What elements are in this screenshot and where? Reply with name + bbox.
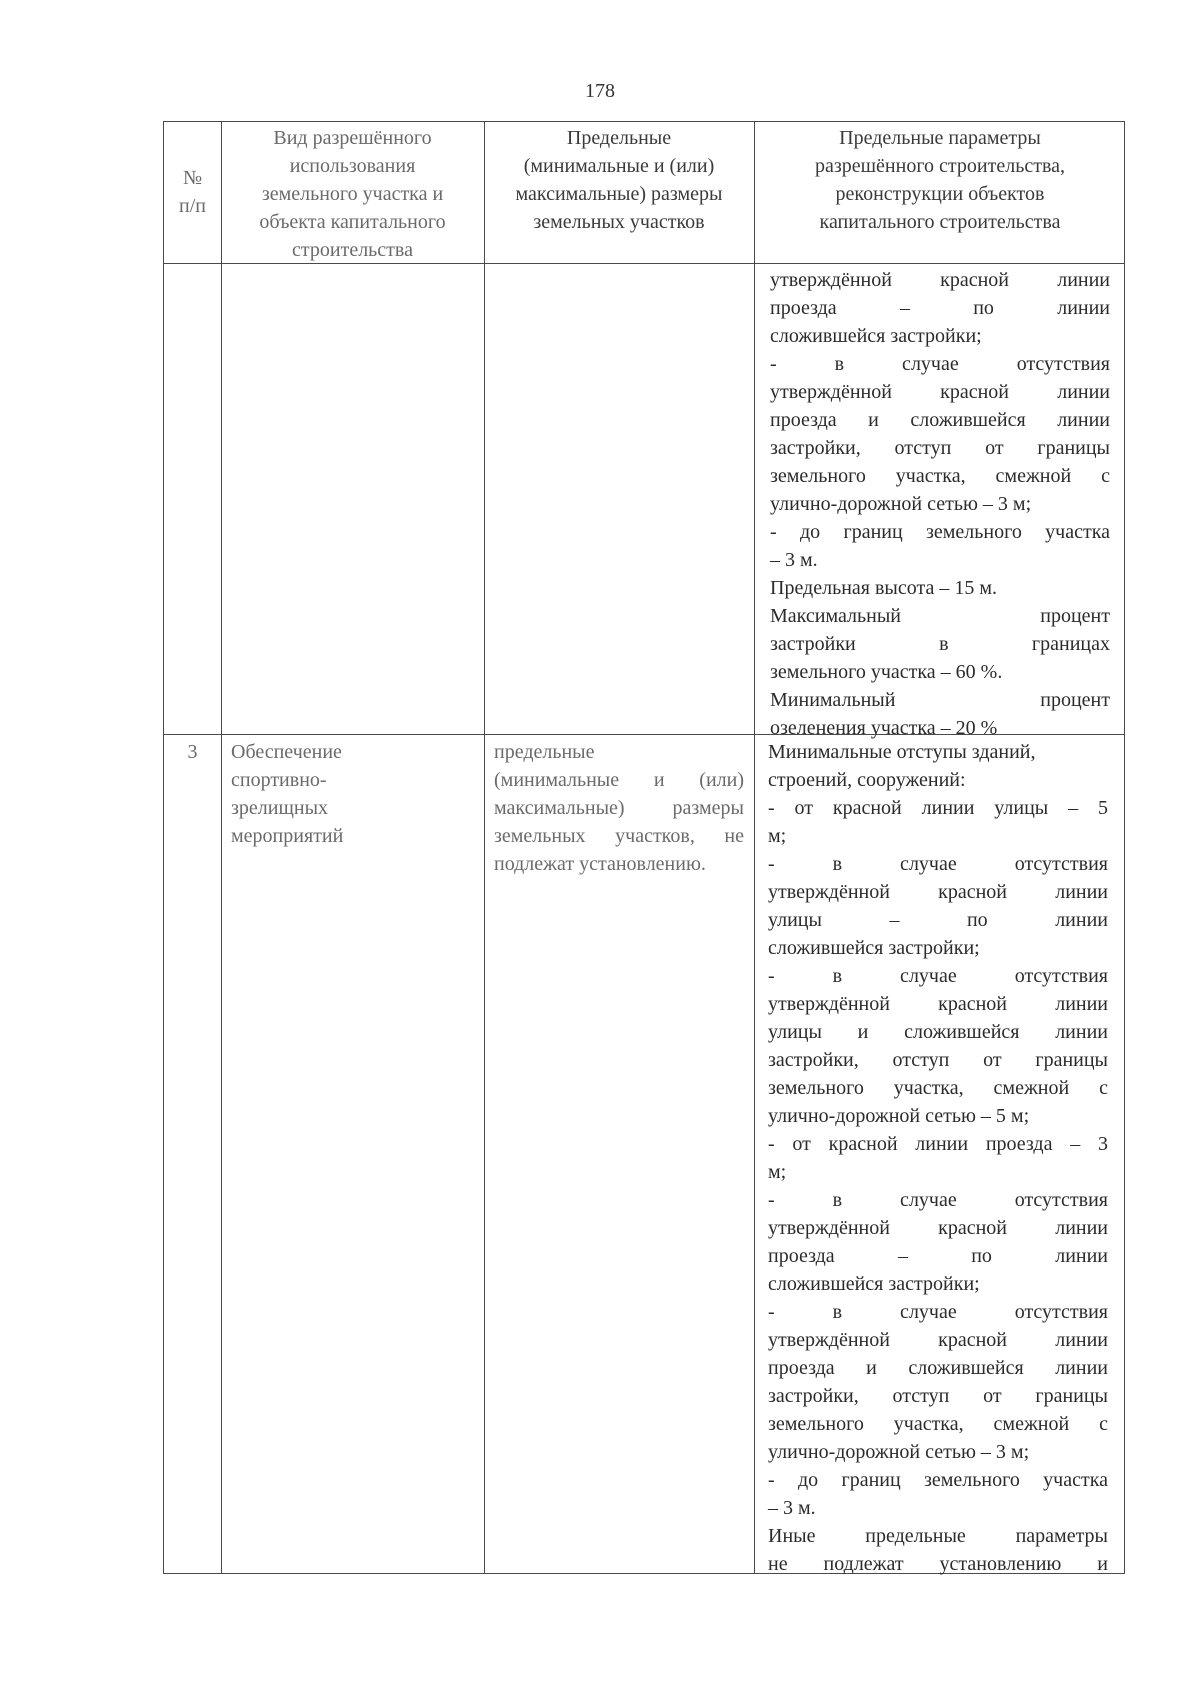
params-line: - до границ земельного участка xyxy=(770,521,1110,543)
header-kind-line: земельного участка и xyxy=(261,183,444,205)
params-line: Минимальные отступы зданий, xyxy=(768,741,1036,763)
row-kind-cell xyxy=(231,738,481,850)
header-sizes-line: Предельные xyxy=(566,127,672,149)
page-number: 178 xyxy=(585,80,615,102)
kind-line: мероприятий xyxy=(231,825,344,847)
params-line: земельного участка, смежной с xyxy=(770,465,1110,487)
params-line: земельного участка – 60 %. xyxy=(770,661,1003,683)
params-line: - в случае отсутствия xyxy=(768,853,1108,875)
params-line: - в случае отсутствия xyxy=(768,1189,1108,1211)
kind-line: Обеспечение xyxy=(231,741,342,763)
params-line: утверждённой красной линии xyxy=(768,993,1108,1015)
params-line: улицы – по линии xyxy=(768,909,1108,931)
params-line: улично-дорожной сетью – 5 м; xyxy=(768,1105,1030,1127)
params-line: Предельная высота – 15 м. xyxy=(770,577,998,599)
header-sizes-line: (минимальные и (или) xyxy=(523,155,715,177)
column-divider xyxy=(754,122,755,1573)
zoning-table xyxy=(163,121,1125,1574)
row-sizes-cell xyxy=(494,738,744,878)
params-line: Минимальный процент xyxy=(770,689,1110,711)
params-line: м; xyxy=(768,1161,787,1183)
params-line: - в случае отсутствия xyxy=(770,353,1110,375)
sizes-line: земельных участков, не xyxy=(494,825,744,847)
params-line: озеленения участка – 20 % xyxy=(770,717,998,739)
params-line: проезда и сложившейся линии xyxy=(770,409,1110,431)
params-line: застройки, отступ от границы xyxy=(768,1049,1108,1071)
params-line: – 3 м. xyxy=(770,549,818,571)
row-number: 3 xyxy=(187,741,198,763)
params-line: улично-дорожной сетью – 3 м; xyxy=(770,493,1032,515)
params-line: утверждённой красной линии xyxy=(770,269,1110,291)
sizes-line: подлежат установлению. xyxy=(494,853,706,875)
kind-line: зрелищных xyxy=(231,797,329,819)
params-line: застройки, отступ от границы xyxy=(770,437,1110,459)
params-line: строений, сооружений: xyxy=(768,769,966,791)
sizes-line: предельные xyxy=(494,741,595,763)
params-line: улицы и сложившейся линии xyxy=(768,1021,1108,1043)
params-line: утверждённой красной линии xyxy=(768,1217,1108,1239)
params-line: – 3 м. xyxy=(768,1497,816,1519)
params-line: застройки в границах xyxy=(770,633,1110,655)
header-kind-line: объекта капитального xyxy=(259,211,446,233)
params-line: утверждённой красной линии xyxy=(770,381,1110,403)
column-divider xyxy=(484,122,485,1573)
params-line: проезда и сложившейся линии xyxy=(768,1357,1108,1379)
params-line: утверждённой красной линии xyxy=(768,1329,1108,1351)
header-num-line: № xyxy=(182,167,203,189)
header-sizes-line: земельных участков xyxy=(533,211,705,233)
params-line: Иные предельные параметры xyxy=(768,1525,1108,1547)
header-params-line: реконструкции объектов xyxy=(835,183,1045,205)
params-line: не подлежат установлению и xyxy=(768,1553,1108,1575)
params-line: застройки, отступ от границы xyxy=(768,1385,1108,1407)
header-num xyxy=(164,164,221,220)
continued-params-cell xyxy=(770,266,1110,742)
params-line: проезда – по линии xyxy=(770,297,1110,319)
header-params-line: капитального строительства xyxy=(819,211,1061,233)
params-line: - от красной линии проезда – 3 xyxy=(768,1133,1108,1155)
header-params-line: разрешённого строительства, xyxy=(815,155,1065,177)
params-line: - в случае отсутствия xyxy=(768,1301,1108,1323)
sizes-line: максимальные) размеры xyxy=(494,797,744,819)
column-divider xyxy=(221,122,222,1573)
params-line: сложившейся застройки; xyxy=(768,937,980,959)
header-sizes-line: максимальные) размеры xyxy=(515,183,723,205)
header-num-line: п/п xyxy=(179,195,206,217)
params-line: - до границ земельного участка xyxy=(768,1469,1108,1491)
params-line: м; xyxy=(768,825,787,847)
header-params xyxy=(754,124,1126,236)
params-line: сложившейся застройки; xyxy=(768,1273,980,1295)
params-line: земельного участка, смежной с xyxy=(768,1077,1108,1099)
header-sizes xyxy=(484,124,754,236)
params-line: утверждённой красной линии xyxy=(768,881,1108,903)
kind-line: спортивно- xyxy=(231,769,327,791)
header-kind-line: использования xyxy=(289,155,416,177)
header-params-line: Предельные параметры xyxy=(839,127,1041,149)
row-params-cell xyxy=(768,738,1108,1578)
params-line: - от красной линии улицы – 5 xyxy=(768,797,1108,819)
sizes-line: (минимальные и (или) xyxy=(494,769,744,791)
params-line: земельного участка, смежной с xyxy=(768,1413,1108,1435)
header-kind xyxy=(221,124,484,264)
params-line: улично-дорожной сетью – 3 м; xyxy=(768,1441,1030,1463)
params-line: проезда – по линии xyxy=(768,1245,1108,1267)
header-kind-line: строительства xyxy=(292,239,413,261)
header-kind-line: Вид разрешённого xyxy=(273,127,432,149)
params-line: сложившейся застройки; xyxy=(770,325,982,347)
params-line: - в случае отсутствия xyxy=(768,965,1108,987)
params-line: Максимальный процент xyxy=(770,605,1110,627)
